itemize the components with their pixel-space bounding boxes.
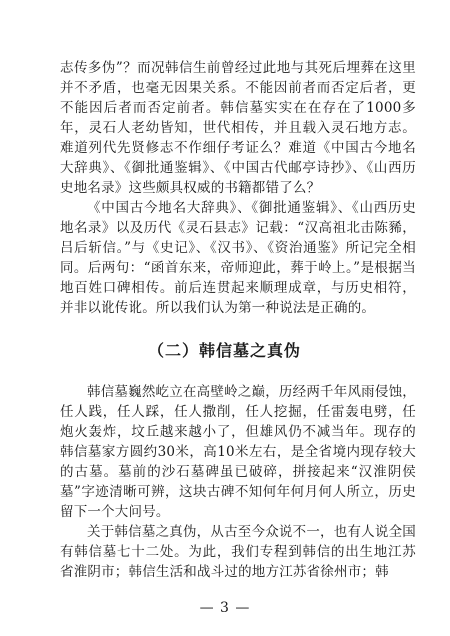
page-number: — 3 — xyxy=(199,600,251,616)
section-heading: （二）韩信墓之真伪 xyxy=(148,341,302,360)
paragraph-4: 关于韩信墓之真伪，从古至今众说不一，也有人说全国有韩信墓七十二处。为此，我们专程到韩信的出生地江苏省淮阴市；韩信生活和战斗过的地方江苏省徐州市；韩 xyxy=(60,524,416,580)
paragraph-1: 志传多伪”？而况韩信生前曾经过此地与其死后埋葬在这里并不矛盾，也毫无因果关系。不能因前者而否定后者，更不能因后者而否定前者。韩信墓实实在在存在了1000多年，灵石人老幼皆知，世代相传，并且载入灵石地方志。难道列代先贤修志不作细仔考证么？难道《中国古今地名大辞典》、《御批通鉴辑》、《中国古代邮亭诗抄》、《山西历史地名录》这些颇具权威的书籍都错了么？ xyxy=(60,60,416,196)
paragraph-3: 韩信墓巍然屹立在高壁岭之巅，历经两千年风雨侵蚀，任人践，任人踩，任人撒削，任人挖掘，任雷轰电劈，任炮火轰炸，坟丘越来越小了，但雄风仍不减当年。现存的韩信墓家方圆约30米，高10米左右，是全省境内现存较大的古墓。墓前的沙石墓碑虽已破碎，拼接起来“汉淮阴侯墓”字迹清晰可辨，这块古碑不知何年何月何人所立，历史留下一个大问号。 xyxy=(60,384,416,520)
paragraph-2: 《中国古今地名大辞典》、《御批通鉴辑》、《山西历史地名录》以及历代《灵石县志》记载：“汉高祖北击陈豨，吕后斩信。”与《史记》、《汉书》、《资治通鉴》所记完全相同。后两句：“函首东来，帝师迎此，葬于岭上。”是根据当地百姓口碑相传。前后连贯起来顺理成章，与历史相符，并非以讹传讹。所以我们认为第一种说法是正确的。 xyxy=(60,200,416,316)
